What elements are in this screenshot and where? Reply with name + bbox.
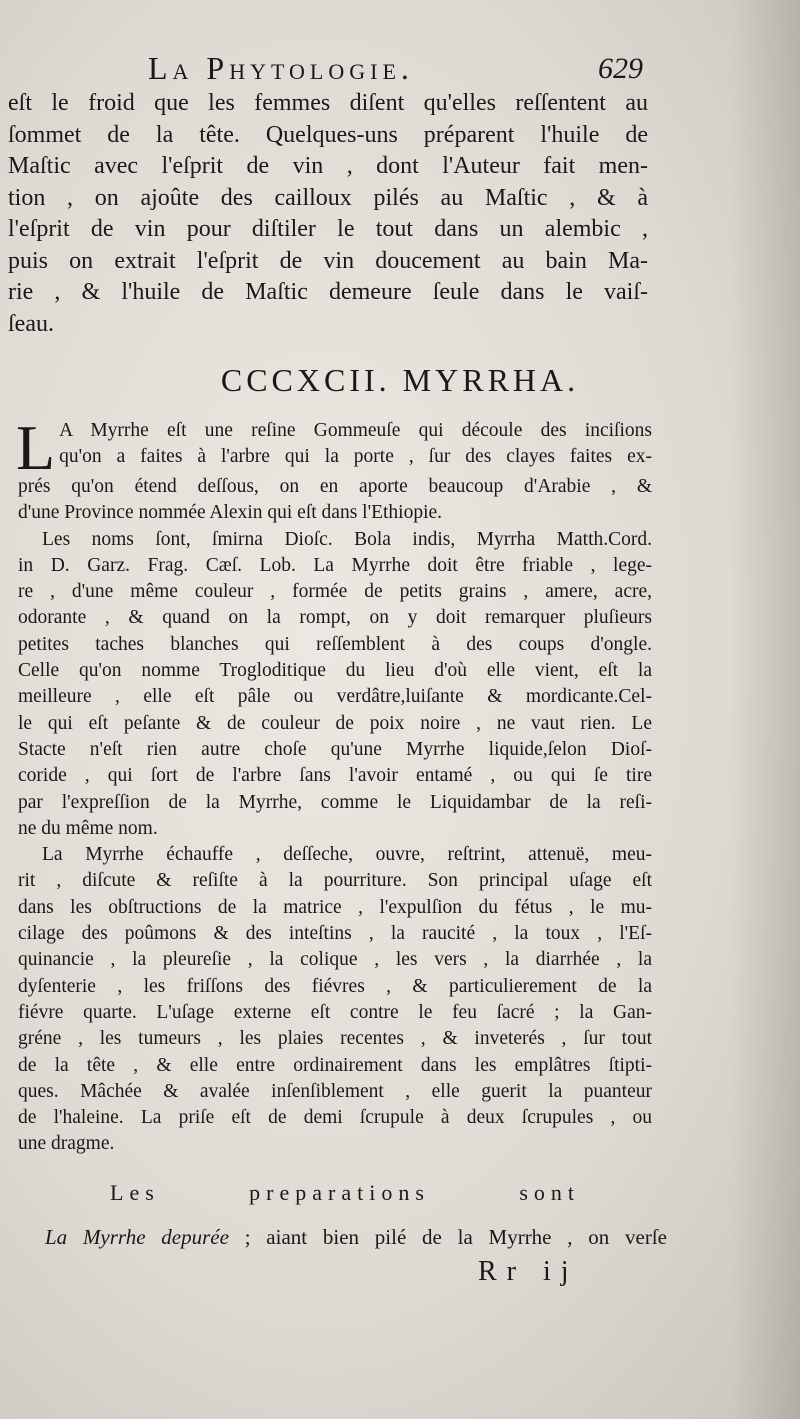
text-line: eſt le froid que les femmes diſent qu'elles reſſentent au [8,90,648,116]
text-line: Celle qu'on nomme Trogloditique du lieu d'où elle vient, eſt la [18,660,652,682]
text-line: ſommet de la tête. Quelques-uns préparent l'huile de [8,121,648,148]
preparation-text: ; aiant bien pilé de la Myrrhe , on verſe [244,1225,667,1249]
text-line: petites taches blanches qui reſſemblent à des coups d'ongle. [18,633,652,655]
paragraph-uses [18,842,652,1158]
page-edge-shadow [730,0,800,1419]
running-title: La Phytologie. [148,50,414,86]
text-line: ques. Mâchée & avalée inſenſiblement , elle guerit la puanteur [18,1080,652,1102]
text-line: une dragme. [18,1133,115,1155]
continuation-paragraph [8,88,648,340]
text-line: l'eſprit de vin pour diſtiler le tout dans un alembic , [8,216,648,242]
text-line: odorante , & quand on la rompt, on y doit remarquer pluſieurs [18,607,652,629]
text-line: rit , diſcute & reſiſte à la pourriture. Son principal uſage eſt [18,870,652,892]
text-line: coride , qui ſort de l'arbre ſans l'avoir entamé , ou qui ſe tire [18,765,652,787]
text-line: A Myrrhe eſt une reſine Gommeuſe qui découle des inciſions [59,420,652,441]
text-line: La Myrrhe échauffe , deſſeche, ouvre, reſtrint, attenuë, meu- [42,844,652,866]
paragraph-description [16,412,652,527]
text-line: rie , & l'huile de Maſtic demeure ſeule dans le vaiſ- [8,279,648,305]
drop-cap: L [16,412,56,483]
text-line: meilleure , elle eſt pâle ou verdâtre,luiſante & mordicante.Cel- [18,686,652,708]
text-line: cilage des poûmons & des inteſtins , la raucité , la toux , l'Eſ- [18,923,652,945]
text-line: par l'expreſſion de la Myrrhe, comme le Liquidambar de la reſi- [18,791,652,813]
text-line: Maſtic avec l'eſprit de vin , dont l'Auteur fait men- [8,153,648,179]
preparations-first-line [45,1225,667,1250]
text-line: le qui eſt peſante & de couleur de poix noire , ne vaut rien. Le [18,712,652,734]
text-line: re , d'une même couleur , formée de petits grains , amere, acre, [18,581,652,603]
text-line: prés qu'on étend deſſous, on en aporte beaucoup d'Arabie , & [18,476,652,497]
text-line: Les noms ſont, ſmirna Dioſc. Bola indis, Myrrha Matth.Cord. [42,528,652,550]
text-line: quinancie , la pleureſie , la colique , les vers , la diarrhée , la [18,949,652,971]
text-line: ne du même nom. [18,817,158,839]
text-line: dans les obſtructions de la matrice , l'expulſion du fétus , le mu- [18,896,652,918]
text-line: ſeau. [8,310,54,337]
preparation-name: La Myrrhe depurée [45,1225,229,1249]
article-body [16,412,652,1158]
paragraph-names [18,527,652,843]
text-line: de l'haleine. La priſe eſt de demi ſcrupule à deux ſcrupules , ou [18,1107,652,1129]
text-line: qu'on a faites à l'arbre qui la porte , ſur des clayes faites ex- [59,446,652,468]
text-line: fiévre quarte. L'uſage externe eſt contre le feu ſacré ; la Gan- [18,1001,652,1023]
text-line: Stacte n'eſt rien autre choſe qu'une Myrrhe liquide,ſelon Dioſ- [18,738,652,760]
text-line: puis on extrait l'eſprit de vin doucement au bain Ma- [8,247,648,274]
preparations-heading: Les preparations sont [110,1180,580,1205]
text-line: d'une Province nommée Alexin qui eſt dans l'Ethiopie. [18,502,443,524]
signature-mark: Rr ij [478,1256,579,1287]
page-number: 629 [598,52,643,85]
text-line: de la tête , & elle entre ordinairement dans les emplâtres ſtipti- [18,1054,652,1076]
text-line: dyſenterie , les friſſons des fiévres , & particulierement de la [18,975,652,997]
text-line: gréne , les tumeurs , les plaies recentes , & inveterés , ſur tout [18,1028,652,1050]
text-line: in D. Garz. Frag. Cæſ. Lob. La Myrrhe doit être friable , lege- [18,554,652,576]
section-title: CCCXCII. MYRRHA. [220,362,580,398]
text-line: tion , on ajoûte des cailloux pilés au Maſtic , & à [8,184,648,211]
page-header [0,50,800,90]
